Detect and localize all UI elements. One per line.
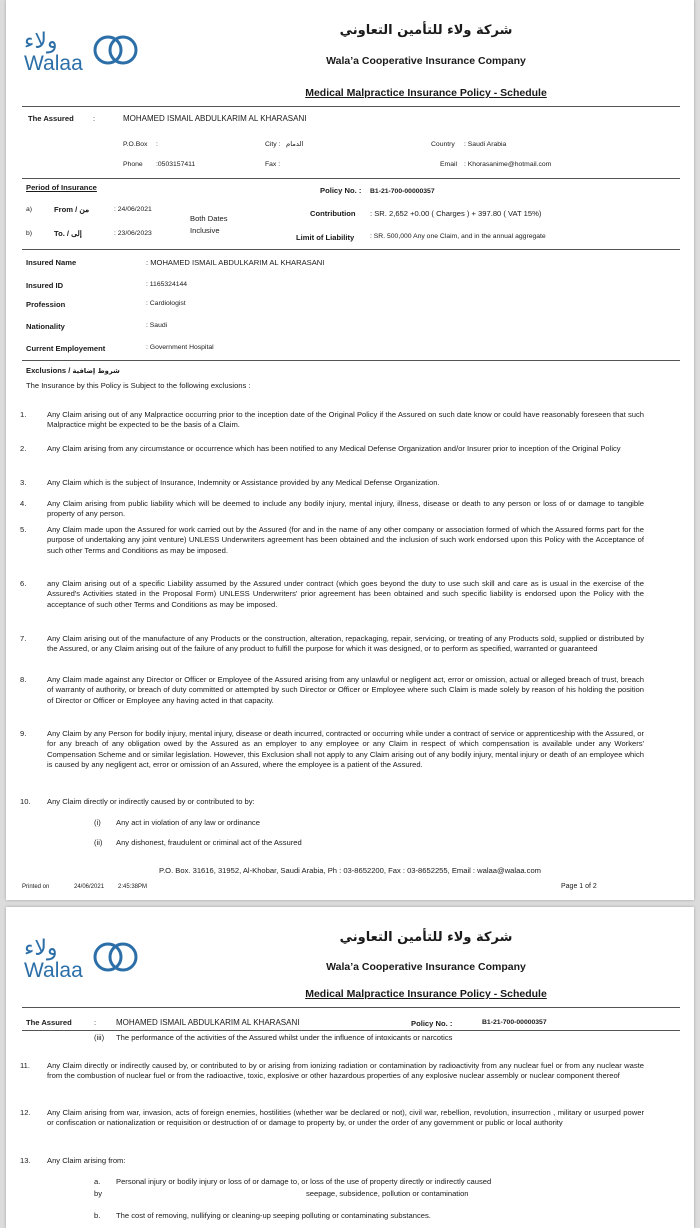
sub-item-text: by <box>94 1189 103 1198</box>
svg-text:ولاء: ولاء <box>24 29 58 54</box>
dates-note-2: Inclusive <box>190 226 220 235</box>
sub-item-text: Any act in violation of any law or ordinance <box>116 818 260 827</box>
profession-label: Profession <box>26 300 66 309</box>
divider <box>22 360 680 361</box>
company-name-english: Wala’a Cooperative Insurance Company <box>326 961 526 973</box>
city-label: City : <box>265 141 281 148</box>
printed-time: 2:45:38PM <box>118 884 148 890</box>
assured-label: The Assured <box>26 1018 72 1027</box>
svg-text:Walaa: Walaa <box>24 52 83 75</box>
dates-note-1: Both Dates <box>190 214 228 223</box>
document-title: Medical Malpractice Insurance Policy - Schedule <box>305 988 547 1000</box>
document-page-2: ولاء Walaa شركة ولاء للتأمين التعاوني Wala’a Cooperative Insurance Company Medical Malpractice Insurance Policy - Schedule The Assured : MOHAMED ISMAIL ABDULKARIM AL KHARASANI Policy No. : B1-21-700-00000357 (iii) The performance of the activities of the Assured whilst under the influence of intoxicants or narcotics 11. Any Claim directly or indirectly caused by, or contributed to by or arising from ionizing radiation or contamination by radioactivity from any nuclear fuel or from any nuclear waste from the combustion of nuclear fuel or from the radioactive, toxic, explosive or other hazardous properties of any explosive nuclear assembly or nuclear component thereof 12. Any Claim arising from war, invasion, acts of foreign enemies, hostilities (whether war be declared or not), civil war, rebellion, revolution, insurrection , military or usurped power or confiscation or nationalization or requisition or destruction of or damage to property by, or under the order of any government or public or local authority 13. Any Claim arising from: a. Personal injury or bodily injury or loss of or damage to, or loss of the use of property directly or indirectly caused by seepage, subsidence, pollution or contamination b. The cost of removing, nullifying or cleaning-up seeping polluting or contaminating substances. <box>6 907 694 1228</box>
insured-id-value: : 1165324144 <box>146 281 188 288</box>
city-value: الدمام <box>286 140 304 148</box>
policy-no-label: Policy No. : <box>320 186 362 195</box>
employment-value: : Government Hospital <box>146 344 214 351</box>
nationality-value: : Saudi <box>146 322 168 329</box>
assured-name: MOHAMED ISMAIL ABDULKARIM AL KHARASANI <box>123 114 307 123</box>
company-name-english: Wala’a Cooperative Insurance Company <box>326 55 526 67</box>
divider <box>22 249 680 250</box>
document-title: Medical Malpractice Insurance Policy - Schedule <box>305 87 547 99</box>
document-page-1: ولاء Walaa شركة ولاء للتأمين التعاوني Wala’a Cooperative Insurance Company Medical Malpractice Insurance Policy - Schedule The Assured : MOHAMED ISMAIL ABDULKARIM AL KHARASANI P.O.Box : City : الدمام Country : Saudi Arabia Phone :0503157411 Fax : Email : Khorasanime@hotmail.com Period of Insurance Policy No. : B1-21-700-00000357 a) From / من : 24/06/2021 Both Dates Inclusive Contribution : SR. 2,652 +0.00 ( Charges ) + 397.80 ( VAT 15%) b) To. / إلى : 23/06/2023 Limit of Liability : SR. 500,000 Any one Claim, and in the annual aggregate Insured Name : MOHAMED ISMAIL ABDULKARIM AL KHARASANI Insured ID : 1165324144 Profession : Cardiologist Nationality : Saudi Current Employement : Government Hospital Exclusions / شروط إضافية The Insurance by this Policy is Subject to the following exclusions : 1. Any Claim arising out of any Malpractice occurring prior to the inception date of the Original Policy if the Assured on such date know or could have reasonably foreseen that such Malpractice might be expected to be the basis of a Claim. 2. Any Claim arising from any circumstance or occurrence which has been notified to any Medical Defense Organization and/or Insurer prior to inception of the Original Policy 3. Any Claim which is the subject of Insurance, Indemnity or Assistance provided by any Medical Defense Organization. 4. Any Claim arising from public liability which will be deemed to include any bodily injury, mental injury, illness, disease or death to any person or loss of or damage to tangible property of any person. 5. Any Claim made upon the Assured for work carried out by the Assured (for and in the name of any other company or association formed of which the Assured forms part for the purpose of undertaking any joint venture) UNLESS Underwriters agreement has been obtained and the inclusion of such work endorsed upon this Policy with the Acceptance of such other Terms and Conditions as may be imposed. 6. any Claim arising out of a specific Liability assumed by the Assured under contract (which goes beyond the duty to use such skill and care as is usual in the exercise of the Assured's Activities stated in the Proposal Form) UNLESS Underwriters' prior agreement has been obtained and such specific liability is endorsed upon the Policy with the acceptance of such other Terms and Conditions as may be imposed. 7. Any Claim arising out of the manufacture of any Products or the construction, alteration, repackaging, repair, servicing, or treating of any Products sold, supplied or distributed by the Assured, or any Claim arising out of the failure of any product to fulfill the purpose for which it was designed, or to perform as specified, warranted or guaranteed 8. Any Claim made against any Director or Officer or Employee of the Assured arising from any unlawful or negligent act, error or omission, actual or alleged breach of trust, breach of warranty of authority, or breach of duty committed or attempted by such Director or Officer or Employee where such Claim is made solely by reason of his holding the position of Director or Officer or Employee any having acted in that capacity. 9. Any Claim by any Person for bodily injury, mental injury, disease or death incurred, contracted or occurring while under a contract of service or apprenticeship with the Assured, or for any breach of any obligation owed by the Assured as an employer to any employee or any Claim in respect of which compensation is available under any Workers' Compensation Scheme and or similar legislation. However, this Exclusion shall not apply to any Claim arising out of any bodily injury, mental injury or death of an employee which is caused by any negligent act, error or omission of an Assured, where the employee is a patient of the Assured. 10. Any Claim directly or indirectly caused by or contributed to by: (i) Any act in violation of any law or ordinance (ii) Any dishonest, fraudulent or criminal act of the Assured P.O. Box. 31616, 31952, Al-Khobar, Saudi Arabia, Ph : 03-8652200, Fax : 03-8652255, Email : walaa@walaa.com Printed on 24/06/2021 2:45:38PM Page 1 of 2 <box>6 0 694 900</box>
assured-sep: : <box>94 1018 97 1027</box>
sub-item: a. <box>94 1177 101 1186</box>
sub-item-text: Personal injury or bodily injury or loss of or damage to, or loss of the use of property directly or indirectly caused <box>116 1177 492 1186</box>
sub-item: (i) <box>94 818 101 827</box>
email-label: Email <box>440 161 457 168</box>
pobox-sep: : <box>156 141 158 148</box>
sub-item-text: The performance of the activities of the Assured whilst under the influence of intoxicants or narcotics <box>116 1033 453 1042</box>
marker-a: a) <box>26 206 33 213</box>
divider <box>22 178 680 179</box>
footer-address: P.O. Box. 31616, 31952, Al-Khobar, Saudi Arabia, Ph : 03-8652200, Fax : 03-8652255, Email : walaa@walaa.com <box>158 866 541 875</box>
svg-text:Walaa: Walaa <box>24 959 83 982</box>
walaa-logo <box>22 933 142 983</box>
insured-name-label: Insured Name <box>26 258 77 267</box>
company-name-arabic: شركة ولاء للتأمين التعاوني <box>339 23 513 38</box>
email-value: : Khorasanime@hotmail.com <box>464 161 552 168</box>
country-value: : Saudi Arabia <box>464 141 507 148</box>
limit-value: : SR. 500,000 Any one Claim, and in the annual aggregate <box>370 233 546 240</box>
divider <box>22 106 680 107</box>
sub-item-text: Any dishonest, fraudulent or criminal act of the Assured <box>116 838 302 847</box>
exclusions-heading <box>26 366 120 376</box>
nationality-label: Nationality <box>26 322 65 331</box>
assured-name: MOHAMED ISMAIL ABDULKARIM AL KHARASANI <box>116 1018 300 1027</box>
period-heading: Period of Insurance <box>26 183 97 192</box>
phone-value: :0503157411 <box>156 161 196 168</box>
to-label: To. / إلى <box>54 229 82 238</box>
insured-id-label: Insured ID <box>26 281 64 290</box>
sub-item: (ii) <box>94 838 103 847</box>
sub-item-text: The cost of removing, nullifying or cleaning-up seeping polluting or contaminating substances. <box>116 1211 431 1220</box>
exclusions-heading-ar: شروط إضافية <box>72 367 120 375</box>
fax-label: Fax : <box>265 161 281 168</box>
walaa-logo <box>22 26 142 76</box>
company-name-arabic: شركة ولاء للتأمين التعاوني <box>339 930 513 945</box>
contribution-label: Contribution <box>310 209 356 218</box>
sub-item: b. <box>94 1211 101 1220</box>
policy-no-value: B1-21-700-00000357 <box>370 188 435 195</box>
profession-value: : Cardiologist <box>146 300 186 307</box>
employment-label: Current Employement <box>26 344 106 353</box>
insured-name-value: : MOHAMED ISMAIL ABDULKARIM AL KHARASANI <box>146 258 325 267</box>
printed-label: Printed on <box>22 884 50 890</box>
exclusions-intro: The Insurance by this Policy is Subject to the following exclusions : <box>26 381 251 390</box>
sub-item: (iii) <box>94 1033 105 1042</box>
exclusions-heading-en: Exclusions / <box>26 366 71 375</box>
printed-date: 24/06/2021 <box>74 884 105 890</box>
from-value: : 24/06/2021 <box>114 206 152 213</box>
divider <box>22 1007 680 1008</box>
policy-no-value: B1-21-700-00000357 <box>482 1019 547 1026</box>
policy-no-label: Policy No. : <box>411 1019 453 1028</box>
page-number: Page 1 of 2 <box>561 883 597 890</box>
pobox-label: P.O.Box <box>123 141 148 148</box>
limit-label: Limit of Liability <box>296 233 355 242</box>
phone-label: Phone <box>123 161 143 168</box>
divider <box>22 1030 680 1031</box>
country-label: Country <box>431 141 455 148</box>
marker-b: b) <box>26 230 33 237</box>
assured-sep: : <box>93 114 96 123</box>
svg-text:ولاء: ولاء <box>24 936 58 961</box>
from-label: From / من <box>54 205 90 214</box>
to-value: : 23/06/2023 <box>114 230 152 237</box>
sub-item-text: seepage, subsidence, pollution or contamination <box>306 1189 469 1198</box>
assured-label: The Assured <box>28 114 74 123</box>
contribution-value: : SR. 2,652 +0.00 ( Charges ) + 397.80 ( VAT 15%) <box>370 209 542 218</box>
